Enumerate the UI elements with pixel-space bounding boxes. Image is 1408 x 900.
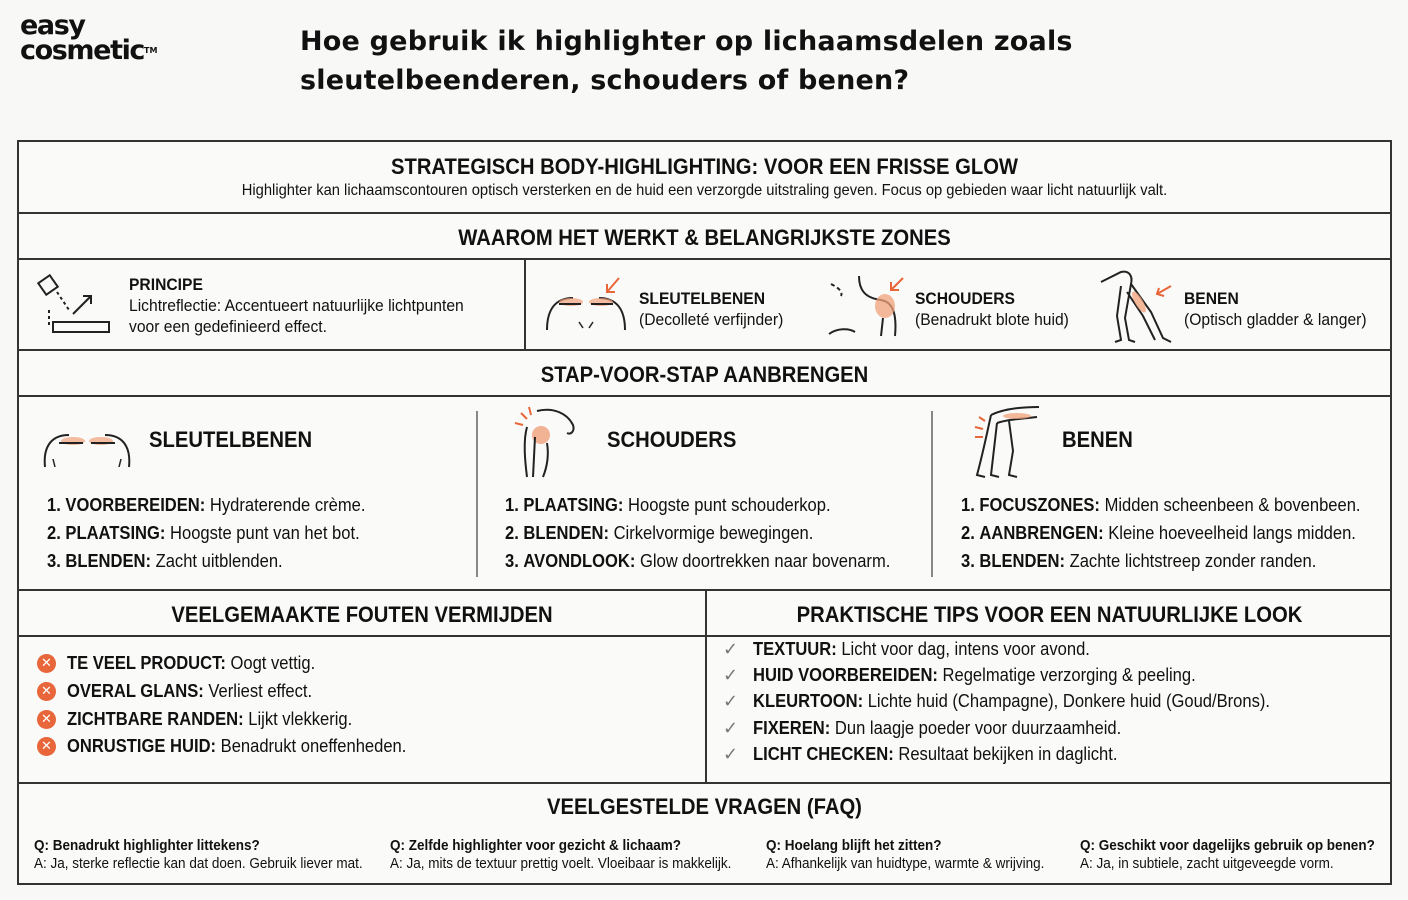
step-item: 3. AVONDLOOK: Glow doortrekken naar bovenarm. bbox=[505, 551, 891, 571]
error-x-icon: ✕ bbox=[37, 737, 56, 756]
step-col-legs-list bbox=[961, 491, 1395, 575]
brand-logo[interactable] bbox=[20, 10, 180, 70]
error-x-icon: ✕ bbox=[37, 682, 56, 701]
banner-subtitle: Highlighter kan lichaamscontouren optisch versterken en de huid een verzorgde uitstraling geven. Focus op gebieden waar licht natuurlijk valt. bbox=[241, 182, 1168, 199]
tip-item: ✓ HUID VOORBEREIDEN: Regelmatige verzorging & peeling. bbox=[723, 665, 1196, 686]
mistake-item: ✕ ONRUSTIGE HUID: Benadrukt oneffenheden. bbox=[37, 736, 436, 757]
logo-line-1: easy bbox=[20, 10, 85, 41]
zone-collarbones-text: (Decolleté verfijnder) bbox=[639, 310, 784, 329]
faq-title: VEELGESTELDE VRAGEN (FAQ) bbox=[547, 794, 862, 819]
why-header bbox=[19, 214, 1390, 260]
error-x-icon: ✕ bbox=[37, 654, 56, 673]
step-item: 2. PLAATSING: Hoogste punt van het bot. bbox=[47, 523, 360, 543]
why-title: WAAROM HET WERKT & BELANGRIJKSTE ZONES bbox=[458, 225, 951, 250]
tip-item: ✓ TEXTUUR: Licht voor dag, intens voor avond. bbox=[723, 639, 1090, 660]
zone-collarbones bbox=[639, 288, 796, 330]
light-reflection-icon bbox=[35, 270, 115, 340]
check-icon: ✓ bbox=[723, 718, 739, 739]
step-col-shoulders-list bbox=[505, 491, 924, 575]
tip-item: ✓ KLEURTOON: Lichte huid (Champagne), Donkere huid (Goud/Brons). bbox=[723, 691, 1270, 712]
check-icon: ✓ bbox=[723, 639, 739, 660]
page-title-line-1: Hoe gebruik ik highlighter op lichaamsdelen zoals bbox=[300, 26, 1073, 57]
zone-shoulders-title: SCHOUDERS bbox=[915, 289, 1015, 308]
step-col-collarbones-title: SLEUTELBENEN bbox=[149, 427, 313, 452]
faq-answer: A: Ja, sterke reflectie kan dat doen. Gebruik liever mat. bbox=[34, 855, 363, 872]
why-content bbox=[19, 260, 1390, 351]
faq-item bbox=[34, 837, 399, 873]
error-x-icon: ✕ bbox=[37, 710, 56, 729]
faq-answer: A: Ja, mits de textuur prettig voelt. Vloeibaar is makkelijk. bbox=[390, 855, 732, 872]
step-col-shoulders-title: SCHOUDERS bbox=[607, 427, 737, 452]
faq-question: Q: Hoelang blijft het zitten? bbox=[766, 837, 942, 854]
step-item: 1. FOCUSZONES: Midden scheenbeen & bovenbeen. bbox=[961, 495, 1361, 515]
step-item: 2. BLENDEN: Cirkelvormige bewegingen. bbox=[505, 523, 814, 543]
faq-question: Q: Geschikt voor dagelijks gebruik op benen? bbox=[1080, 837, 1375, 854]
zone-legs-title: BENEN bbox=[1184, 289, 1239, 308]
infographic-sheet bbox=[17, 140, 1392, 885]
mistakes-tips-content bbox=[19, 637, 1390, 784]
principle-line-1: Lichtreflectie: Accentueert natuurlijke lichtpunten bbox=[129, 296, 464, 315]
mistakes-title: VEELGEMAAKTE FOUTEN VERMIJDEN bbox=[171, 602, 553, 627]
steps-divider-2 bbox=[931, 411, 933, 577]
logo-line-2: cosmetic bbox=[20, 35, 145, 66]
steps-header bbox=[19, 351, 1390, 397]
collarbone-step-icon bbox=[39, 415, 135, 471]
faq-question: Q: Benadrukt highlighter littekens? bbox=[34, 837, 260, 854]
step-col-collarbones-list bbox=[47, 491, 393, 575]
step-item: 2. AANBRENGEN: Kleine hoeveelheid langs midden. bbox=[961, 523, 1356, 543]
step-item: 1. PLAATSING: Hoogste punt schouderkop. bbox=[505, 495, 831, 515]
faq-item bbox=[1080, 837, 1408, 873]
tip-item: ✓ LICHT CHECKEN: Resultaat bekijken in daglicht. bbox=[723, 744, 1118, 765]
principle-line-2: voor een gedefinieerd effect. bbox=[129, 317, 327, 336]
faq-question: Q: Zelfde highlighter voor gezicht & lichaam? bbox=[390, 837, 682, 854]
zone-shoulders-text: (Benadrukt blote huid) bbox=[915, 310, 1069, 329]
faq-answer: A: Afhankelijk van huidtype, warmte & wrijving. bbox=[766, 855, 1045, 872]
collarbone-icon bbox=[541, 272, 631, 340]
banner-title: STRATEGISCH BODY-HIGHLIGHTING: VOOR EEN FRISSE GLOW bbox=[390, 154, 1019, 179]
check-icon: ✓ bbox=[723, 691, 739, 712]
steps-title: STAP-VOOR-STAP AANBRENGEN bbox=[540, 362, 869, 387]
zone-shoulders bbox=[915, 288, 1082, 330]
page-title bbox=[300, 22, 1200, 100]
logo-trademark: TM bbox=[144, 46, 158, 55]
faq-header bbox=[19, 784, 1390, 829]
zone-legs bbox=[1184, 288, 1382, 330]
legs-step-icon bbox=[969, 403, 1045, 481]
principle-title: PRINCIPE bbox=[129, 275, 203, 294]
step-col-legs-title: BENEN bbox=[1062, 427, 1133, 452]
step-item: 3. BLENDEN: Zacht uitblenden. bbox=[47, 551, 283, 571]
why-divider bbox=[524, 260, 526, 349]
faq-item bbox=[390, 837, 769, 873]
banner-section bbox=[19, 142, 1390, 214]
check-icon: ✓ bbox=[723, 744, 739, 765]
mistake-item: ✕ TE VEEL PRODUCT: Oogt vettig. bbox=[37, 653, 337, 674]
principle-block bbox=[129, 274, 493, 337]
shoulder-step-icon bbox=[513, 405, 583, 481]
zone-collarbones-title: SLEUTELBENEN bbox=[639, 289, 766, 308]
zone-legs-text: (Optisch gladder & langer) bbox=[1184, 310, 1367, 329]
mistake-item: ✕ ZICHTBARE RANDEN: Lijkt vlekkerig. bbox=[37, 709, 377, 730]
tip-item: ✓ FIXEREN: Dun laagje poeder voor duurzaamheid. bbox=[723, 718, 1122, 739]
shoulder-icon bbox=[825, 270, 909, 342]
page-title-line-2: sleutelbeenderen, schouders of benen? bbox=[300, 65, 910, 96]
steps-content bbox=[19, 397, 1390, 591]
tips-title: PRAKTISCHE TIPS VOOR EEN NATUURLIJKE LOOK bbox=[796, 602, 1303, 627]
check-icon: ✓ bbox=[723, 665, 739, 686]
mistake-item: ✕ OVERAL GLANS: Verliest effect. bbox=[37, 681, 333, 702]
faq-item bbox=[766, 837, 1075, 873]
step-item: 1. VOORBEREIDEN: Hydraterende crème. bbox=[47, 495, 366, 515]
faq-answer: A: Ja, in subtiele, zacht uitgeveegde vorm. bbox=[1080, 855, 1334, 872]
legs-icon bbox=[1099, 266, 1183, 346]
steps-divider-1 bbox=[476, 411, 478, 577]
step-item: 3. BLENDEN: Zachte lichtstreep zonder randen. bbox=[961, 551, 1317, 571]
